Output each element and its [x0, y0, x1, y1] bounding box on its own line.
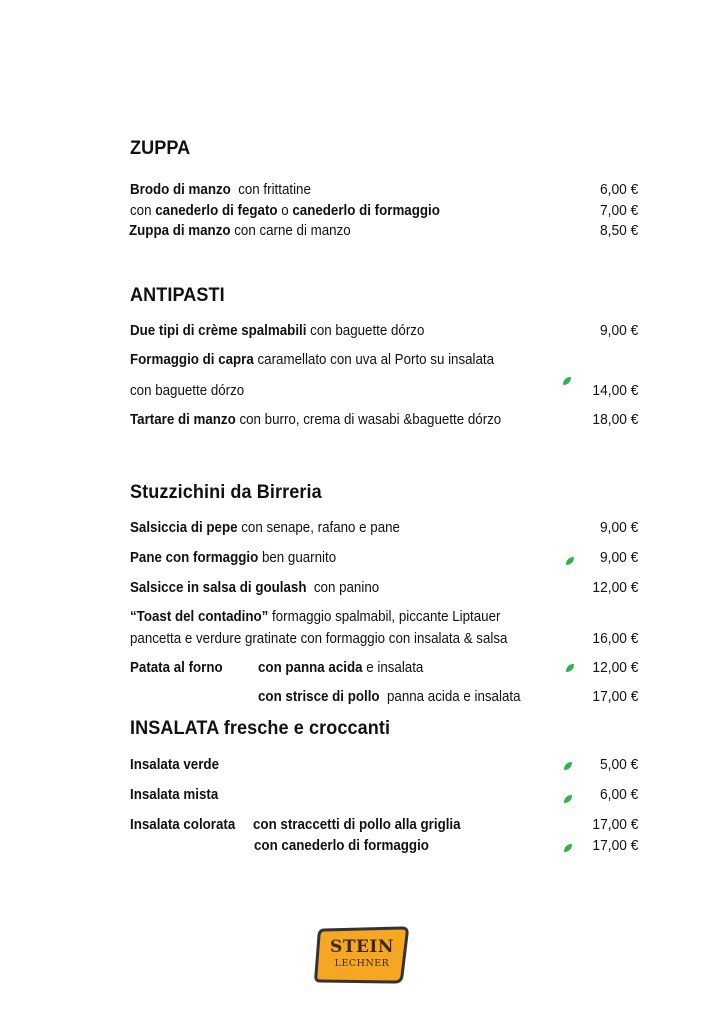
- menu-item: [0, 609, 724, 629]
- item-price: 6,00 €: [599, 787, 638, 803]
- item-price: 9,00 €: [599, 323, 638, 339]
- menu-item: [0, 631, 724, 651]
- item-desc: pancetta e verdure gratinate con formaggio con insalata & salsa: [130, 631, 508, 647]
- menu-item: [0, 383, 724, 403]
- item-price: 12,00 €: [592, 660, 638, 676]
- section-title-zuppa: ZUPPA: [130, 138, 191, 159]
- item-price: 12,00 €: [592, 580, 638, 596]
- item-desc: panna acida e insalata: [379, 689, 521, 705]
- menu-item: [0, 352, 724, 372]
- item-desc: con panino: [306, 580, 380, 596]
- menu-item: [0, 182, 724, 202]
- logo-line2: LECHNER: [334, 958, 390, 969]
- item-desc: con baguette dórzo: [130, 383, 245, 399]
- item-name: Salsicce in salsa di goulash: [130, 580, 307, 596]
- item-name: Insalata verde: [130, 757, 219, 773]
- leaf-icon: [565, 663, 575, 673]
- item-name: Salsiccia di pepe: [130, 520, 238, 536]
- item-price: 14,00 €: [592, 383, 638, 399]
- item-name: Insalata mista: [130, 787, 219, 803]
- item-price: 17,00 €: [592, 817, 638, 833]
- item-price: 16,00 €: [592, 631, 638, 647]
- menu-item: [0, 838, 724, 858]
- item-desc: con carne di manzo: [230, 223, 351, 239]
- leaf-icon: [565, 556, 575, 566]
- stein-lechner-logo: [314, 926, 410, 984]
- item-price: 6,00 €: [599, 182, 638, 198]
- section-title-antipasti: ANTIPASTI: [130, 285, 225, 306]
- item-desc: con: [130, 203, 156, 219]
- item-price: 17,00 €: [592, 838, 638, 854]
- menu-item: [0, 203, 724, 223]
- item-desc: caramellato con uva al Porto su insalata: [253, 352, 495, 368]
- section-title-insalata: INSALATA fresche e croccanti: [130, 718, 391, 739]
- item-price: 17,00 €: [592, 689, 638, 705]
- item-name: Pane con formaggio: [130, 550, 259, 566]
- menu-item: [0, 580, 724, 600]
- menu-item: [0, 660, 724, 680]
- item-desc: con senape, rafano e pane: [237, 520, 400, 536]
- leaf-icon: [563, 843, 573, 853]
- item-desc: o: [277, 203, 293, 219]
- section-title-stuzzichini: Stuzzichini da Birreria: [130, 482, 322, 503]
- item-name: Formaggio di capra: [130, 352, 254, 368]
- menu-item: [0, 757, 724, 777]
- menu-item: [0, 412, 724, 432]
- menu-item: [0, 223, 724, 243]
- menu-item: [0, 520, 724, 540]
- item-name: Due tipi di crème spalmabili: [130, 323, 307, 339]
- item-variant: con strisce di pollo: [258, 689, 380, 705]
- item-name: canederlo di formaggio: [292, 203, 440, 219]
- item-desc: e insalata: [362, 660, 424, 676]
- item-desc: formaggio spalmabil, piccante Liptauer: [268, 609, 501, 625]
- logo-line1: STEIN: [330, 937, 394, 957]
- item-desc: con frittatine: [230, 182, 311, 198]
- item-price: 18,00 €: [592, 412, 638, 428]
- menu-item: [0, 550, 724, 570]
- item-variant: con panna acida: [258, 660, 363, 676]
- item-price: 9,00 €: [599, 550, 638, 566]
- item-desc: con burro, crema di wasabi &baguette dórzo: [235, 412, 502, 428]
- item-name: Zuppa di manzo: [129, 223, 231, 239]
- menu-item: [0, 817, 724, 837]
- leaf-icon: [563, 794, 573, 804]
- menu-item: [0, 323, 724, 343]
- item-variant: con canederlo di formaggio: [254, 838, 429, 854]
- leaf-icon: [562, 376, 572, 386]
- item-desc: ben guarnito: [258, 550, 337, 566]
- item-name: Patata al forno: [130, 660, 223, 676]
- item-variant: con straccetti di pollo alla griglia: [253, 817, 461, 833]
- item-name: “Toast del contadino”: [130, 609, 269, 625]
- menu-item: [0, 787, 724, 807]
- menu-item: [0, 689, 724, 709]
- item-desc: con baguette dórzo: [306, 323, 425, 339]
- item-name: canederlo di fegato: [155, 203, 278, 219]
- leaf-icon: [563, 761, 573, 771]
- item-price: 7,00 €: [599, 203, 638, 219]
- item-name: Insalata colorata: [130, 817, 236, 833]
- item-price: 5,00 €: [599, 757, 638, 773]
- item-price: 8,50 €: [599, 223, 638, 239]
- item-price: 9,00 €: [599, 520, 638, 536]
- item-name: Brodo di manzo: [130, 182, 231, 198]
- item-name: Tartare di manzo: [130, 412, 236, 428]
